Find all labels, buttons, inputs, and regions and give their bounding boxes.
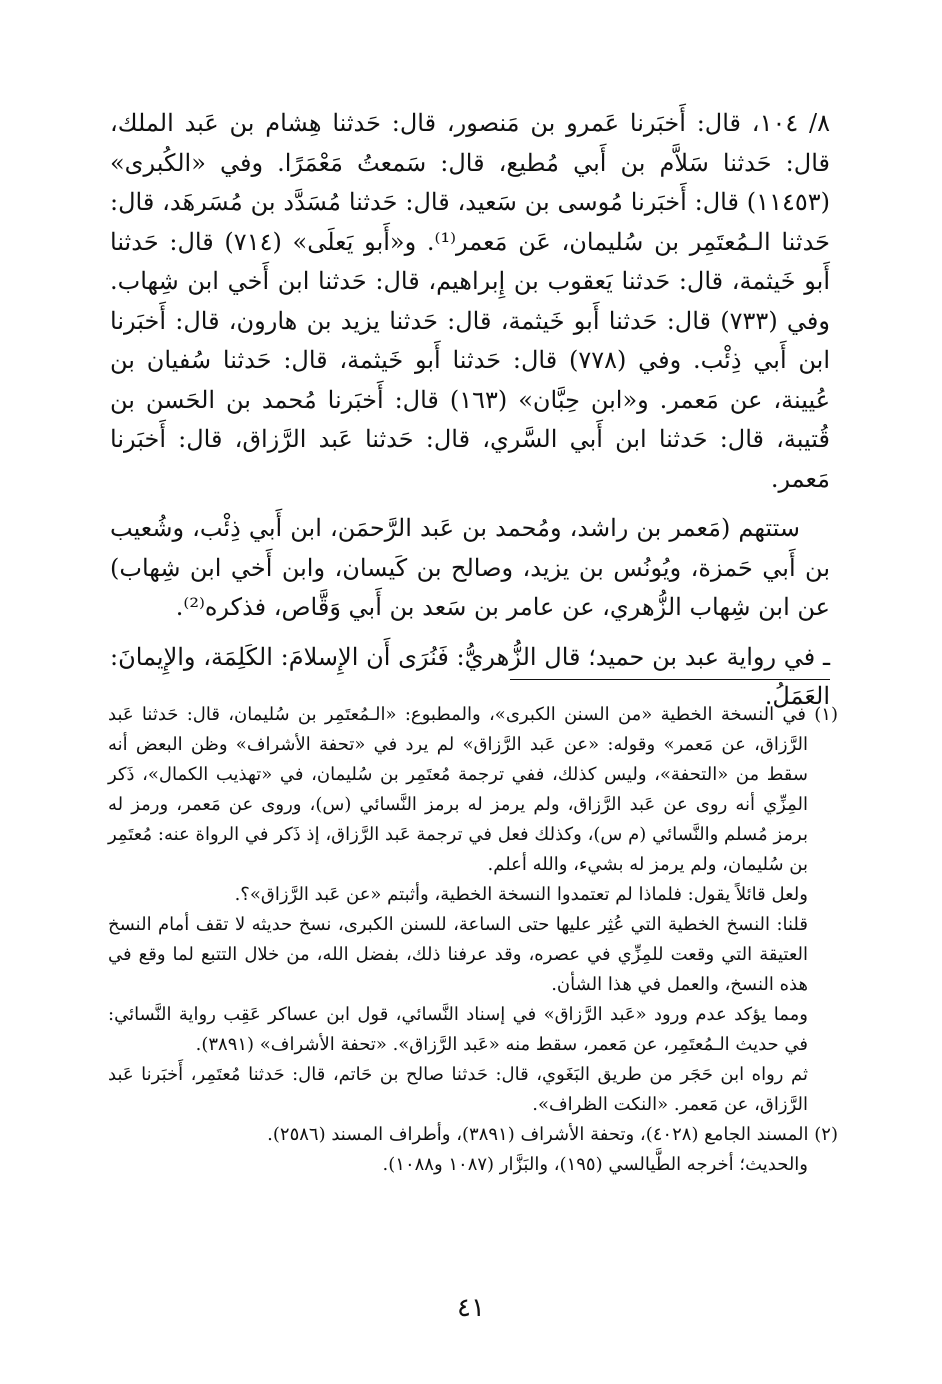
footnote-1-evidence: ومما يؤكد عدم ورود «عَبد الرَّزاق» في إسناد النَّسائي، قول ابن عساكر عَقِب رواية النَّسائي: في حديث الـمُعتَمِر، عن مَعمر، سقط منه «عَبد الرَّزاق». «تحفة الأشراف» (٣٨٩١). (108, 1004, 808, 1055)
page-number: ٤١ (457, 1293, 485, 1323)
footnote-1-ibn-hajar: ثم رواه ابن حَجَر من طريق البَغَوي، قال: حَدثنا صالح بن حَاتم، قال: حَدثنا مُعتَمِر، أَخبَرنا عَبد الرَّزاق، عن مَعمر. «النكت الظراف». (108, 1064, 808, 1115)
hadith-isnad-paragraph: ٨/ ١٠٤، قال: أَخبَرنا عَمرو بن مَنصور، قال: حَدثنا هِشام بن عَبد الملك، قال: حَدثنا سَلاَّم بن أَبي مُطيع، قال: سَمعتُ مَعْمَرًا. وفي «الكُبرى» (١١٤٥٣) قال: أَخبَرنا مُوسى بن سَعيد، قال: حَدثنا مُسَدَّد بن مُسَرهَد، قال: حَدثنا الـمُعتَمِر بن سُليمان، عَن مَعمر⁽¹⁾. و«أَبو يَعلَى» (٧١٤) قال: حَدثنا أَبو خَيثمة، قال: حَدثنا يَعقوب بن إِبراهيم، قال: حَدثنا ابن أَخي ابن شِهاب. وفي (٧٣٣) قال: حَدثنا أَبو خَيثمة، قال: حَدثنا يزيد بن هارون، قال: أَخبَرنا ابن أَبي ذِئْب. وفي (٧٧٨) قال: حَدثنا أَبو خَيثمة، قال: حَدثنا سُفيان بن عُيينة، عن مَعمر. و«ابن حِبَّان» (١٦٣) قال: أَخبَرنا مُحمد بن الحَسن بن قُتيبة، قال: حَدثنا ابن أَبي السَّري، قال: حَدثنا عَبد الرَّزاق، قال: أَخبَرنا مَعمر. (110, 109, 831, 493)
main-text (110, 104, 830, 717)
narrators-summary-paragraph: ستتهم (مَعمر بن راشد، ومُحمد بن عَبد الرَّحمَن، ابن أَبي ذِئْب، وشُعيب بن أَبي حَمزة، ويُونُس بن يزيد، وصالح بن كَيسان، وابن أَخي ابن شِهاب) عن ابن شِهاب الزُّهري، عن عامر بن سَعد بن أَبي وَقَّاص، فذكره⁽²⁾. (110, 514, 830, 621)
footnote-2: (٢) المسند الجامع (٤٠٢٨)، وتحفة الأشراف (٣٨٩١)، وأطراف المسند (٢٥٨٦). (267, 1124, 838, 1145)
footnote-1-reply: قلنا: النسخ الخطية التي عُثِر عليها حتى الساعة، للسنن الكبرى، نسخ حديثه لا تقف أمام النسخ العتيقة التي وقعت للمِزِّي في عصره، وقد عرفنا ذلك، بفضل الله، من خلال التتبع لما وقع في هذه النسخ، والعمل في هذا الشأن. (108, 914, 808, 995)
footnote-1: (١) في النسخة الخطية «من السنن الكبرى»، والمطبوع: «الـمُعتَمِر بن سُليمان، قال: حَدثنا عَبد الرَّزاق، عن مَعمر» وقوله: «عن عَبد الرَّزاق» لم يرد في «تحفة الأشراف» وظن البعض أنه سقط من «التحفة»، وليس كذلك، ففي ترجمة مُعتَمِر بن سُليمان، في «تهذيب الكمال»، ذَكر المِزِّي أنه روى عن عَبد الرَّزاق، ولم يرمز له برمز النَّسائي (س)، وروى عن مَعمر، ورمز له برمز مُسلم والنَّسائي (م س)، وكذلك فعل في ترجمة عَبد الرَّزاق، إذ ذَكر في الرواة عنه: مُعتَمِر بن سُليمان، ولم يرمز له بشيء، والله أعلم. (108, 704, 838, 875)
footnote-separator (510, 679, 830, 680)
footnote-1-objection: ولعل قائلاً يقول: فلماذا لم تعتمدوا النسخة الخطية، وأثبتم «عن عَبد الرَّزاق»؟. (234, 884, 808, 905)
zuhri-statement-paragraph: ـ في رواية عبد بن حميد؛ قال الزُّهريُّ: فَنُرَى أَن الإِسلامَ: الكَلِمَة، والإِيمانَ: العَمَلُ. (110, 642, 830, 710)
footnote-2-takhrij: والحديث؛ أخرجه الطَّيالسي (١٩٥)، والبَزَّار (١٠٨٧ و١٠٨٨). (382, 1154, 808, 1175)
footnotes (108, 700, 838, 1180)
